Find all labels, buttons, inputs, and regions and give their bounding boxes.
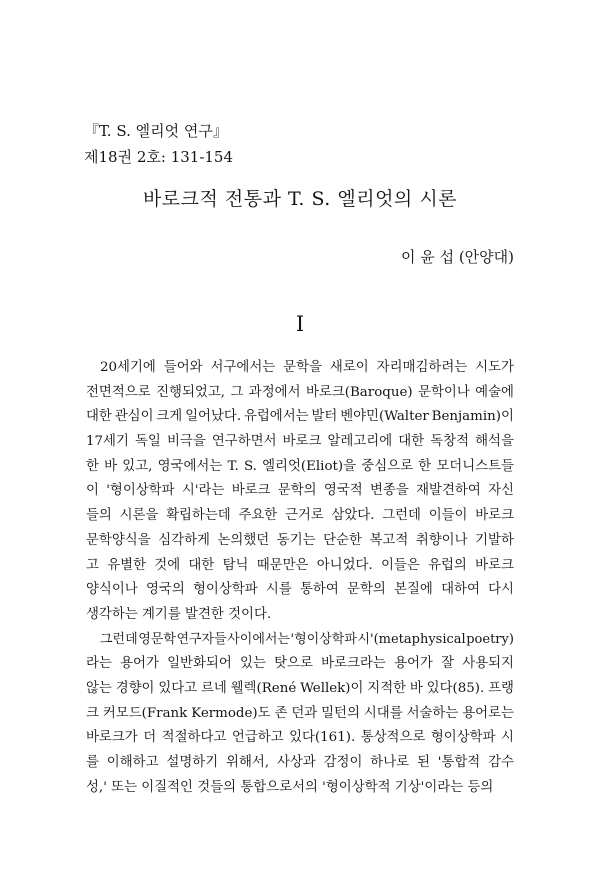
journal-volume: 제18권 2호: 131-154 <box>84 148 234 166</box>
text-line: 바로크가 더 적절하다고 언급하고 있다(161). 통상적으로 형이상학파 시 <box>86 730 514 746</box>
text-line: 대한 관심이 크게 일어났다. 유럽에서는 발터 벤야민(Walter Benjamin)이 <box>86 409 514 425</box>
text-line: 한 바 있고, 영국에서는 T. S. 엘리엇(Eliot)을 중심으로 한 모더니스트들 <box>86 458 514 474</box>
text-line: 전면적으로 진행되었고, 그 과정에서 바로크(Baroque) 문학이나 예술에 <box>86 384 514 400</box>
text-line: 양식이나 영국의 형이상학파 시를 통하여 문학의 본질에 대하여 다시 <box>86 582 514 598</box>
text-line: 들의 시론을 확립하는데 주요한 근거로 삼았다. 그런데 이들이 바로크 <box>86 508 514 524</box>
article-author: 이 윤 섭 (안양대) <box>401 248 514 266</box>
article-title: 바로크적 전통과 T. S. 엘리엇의 시론 <box>142 188 458 210</box>
text-line: 이 '형이상학파 시'라는 바로크 문학의 영국적 변종을 재발견하여 자신 <box>86 483 514 499</box>
text-line: 크 커모드(Frank Kermode)도 존 던과 밀턴의 시대를 서술하는 용어로는 <box>86 705 514 721</box>
journal-name: 『T. S. 엘리엇 연구』 <box>84 122 228 140</box>
text-line: 20세기에 들어와 서구에서는 문학을 새로이 자리매김하려는 시도가 <box>100 360 514 375</box>
text-line: 를 이해하고 설명하기 위해서, 사상과 감정이 하나로 된 '통합적 감수 <box>86 755 514 770</box>
text-line: 생각하는 계기를 발견한 것이다. <box>86 606 272 622</box>
journal-info <box>84 118 233 170</box>
text-line: 라는 용어가 일반화되어 있는 탓으로 바로크라는 용어가 잘 사용되지 <box>86 656 514 672</box>
text-line: 17세기 독일 비극을 연구하면서 바로크 알레고리에 대한 독창적 해석을 <box>86 434 514 450</box>
section-heading: I <box>295 312 305 336</box>
text-line: 성,' 또는 이질적인 것들의 통합으로서의 '형이상학적 기상'이라는 등의 <box>86 779 494 795</box>
paragraph <box>86 628 514 801</box>
text-line: 고 유별한 것에 대한 탐닉 때문만은 아니었다. 이들은 유럽의 바로크 <box>86 557 514 573</box>
text-line: 그런데 영문학 연구자들 사이에서는 '형이상학파 시'(metaphysical poetry) <box>100 631 514 647</box>
article-body <box>86 356 514 800</box>
text-line: 않는 경향이 있다고 르네 웰렉(René Wellek)이 지적한 바 있다(85). 프랭 <box>86 680 514 696</box>
paragraph <box>86 356 514 628</box>
text-line: 문학양식을 심각하게 논의했던 동기는 단순한 복고적 취향이나 기발하 <box>86 532 514 548</box>
